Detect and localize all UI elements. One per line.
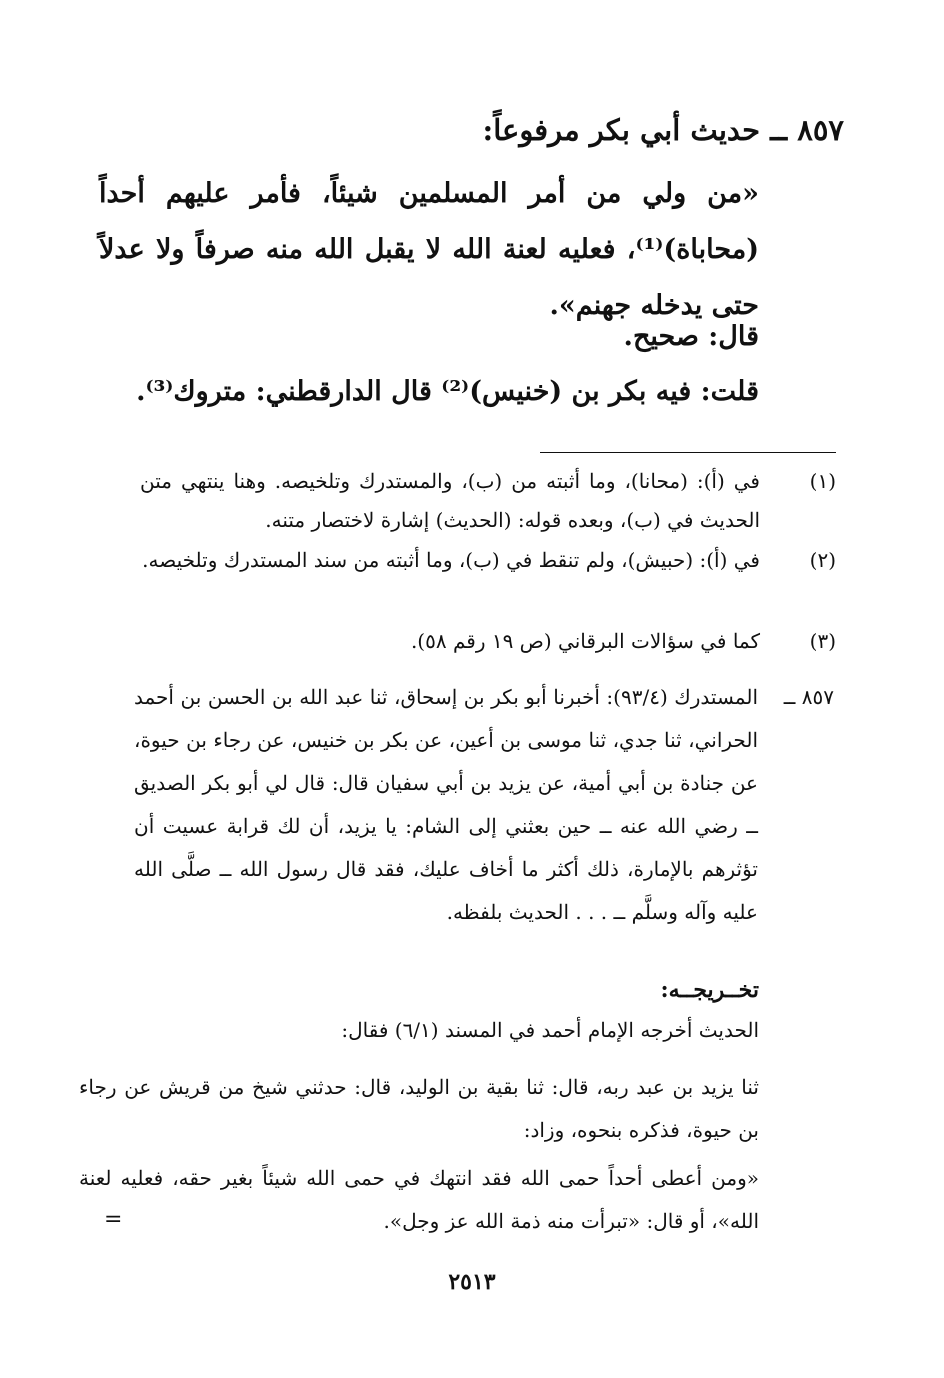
author-comment: قلت: فيه بكر بن (خنيس)⁽²⁾ قال الدارقطني: متروك⁽³⁾. xyxy=(136,376,759,407)
hadith-text xyxy=(99,166,759,334)
footnote-number: (١) xyxy=(809,469,836,493)
footnote-text: في (أ): (حبيش)، ولم تنقط في (ب)، وما أثبته من سند المستدرك وتلخيصه. xyxy=(142,548,760,572)
footnote-number: (٣) xyxy=(809,629,836,653)
footnote-number: (٢) xyxy=(809,548,836,572)
mustadrak-number: ٨٥٧ ــ xyxy=(783,685,834,709)
mustadrak-section xyxy=(134,676,834,934)
takhrij-addition: «ومن أعطى أحداً حمى الله فقد انتهك في حمى الله شيئاً بغير حقه، فعليه لعنة الله»، أو قال: «تبرأت منه ذمة الله عز وجل». xyxy=(79,1166,759,1233)
takhrij-heading: تخــريجــه: xyxy=(660,977,759,1003)
footnote-1 xyxy=(140,462,836,540)
page-number: ٢٥١٣ xyxy=(448,1269,496,1295)
continuation-mark: = xyxy=(104,1207,123,1232)
footnote-text: كما في سؤالات البرقاني (ص ١٩ رقم ٥٨). xyxy=(410,629,760,653)
footnote-text: في (أ): (محانا)، وما أثبته من (ب)، والمستدرك وتلخيصه. وهنا ينتهي متن الحديث في (ب)، وبعده قوله: (الحديث) إشارة لاختصار متنه. xyxy=(140,469,760,532)
takhrij-intro: الحديث أخرجه الإمام أحمد في المسند (٦/١) فقال: xyxy=(341,1018,759,1042)
footnote-3 xyxy=(140,622,836,661)
grading-statement: قال: صحيح. xyxy=(623,321,759,352)
hadith-heading: ٨٥٧ ــ حديث أبي بكر مرفوعاً: xyxy=(482,113,844,147)
hadith-matn: «من ولي من أمر المسلمين شيئاً، فأمر عليهم أحداً (محاباة)⁽¹⁾، فعليه لعنة الله لا يقبل الله منه صرفاً ولا عدلاً حتى يدخله جهنم». xyxy=(99,178,759,321)
footnote-divider xyxy=(540,452,836,453)
footnote-2 xyxy=(140,541,836,580)
takhrij-isnad: ثنا يزيد بن عبد ربه، قال: ثنا بقية بن الوليد، قال: حدثني شيخ من قريش عن رجاء بن حيوة، فذكره بنحوه، وزاد: xyxy=(79,1075,759,1142)
mustadrak-text: المستدرك (٩٣/٤): أخبرنا أبو بكر بن إسحاق، ثنا عبد الله بن الحسن بن أحمد الحراني، ثنا جدي، ثنا موسى بن أعين، عن بكر بن خنيس، عن رجاء بن حيوة، عن جنادة بن أبي أمية، عن يزيد بن أبي سفيان قال: قال لي أبو بكر الصديق ــ رضي الله عنه ــ حين بعثني إلى الشام: يا يزيد، أن لك قرابة عسيت أن تؤثرهم بالإمارة، ذلك أكثر ما أخاف عليك، فقد قال رسول الله ــ صلَّى الله عليه وآله وسلَّم ــ . . . الحديث بلفظه. xyxy=(134,685,759,924)
